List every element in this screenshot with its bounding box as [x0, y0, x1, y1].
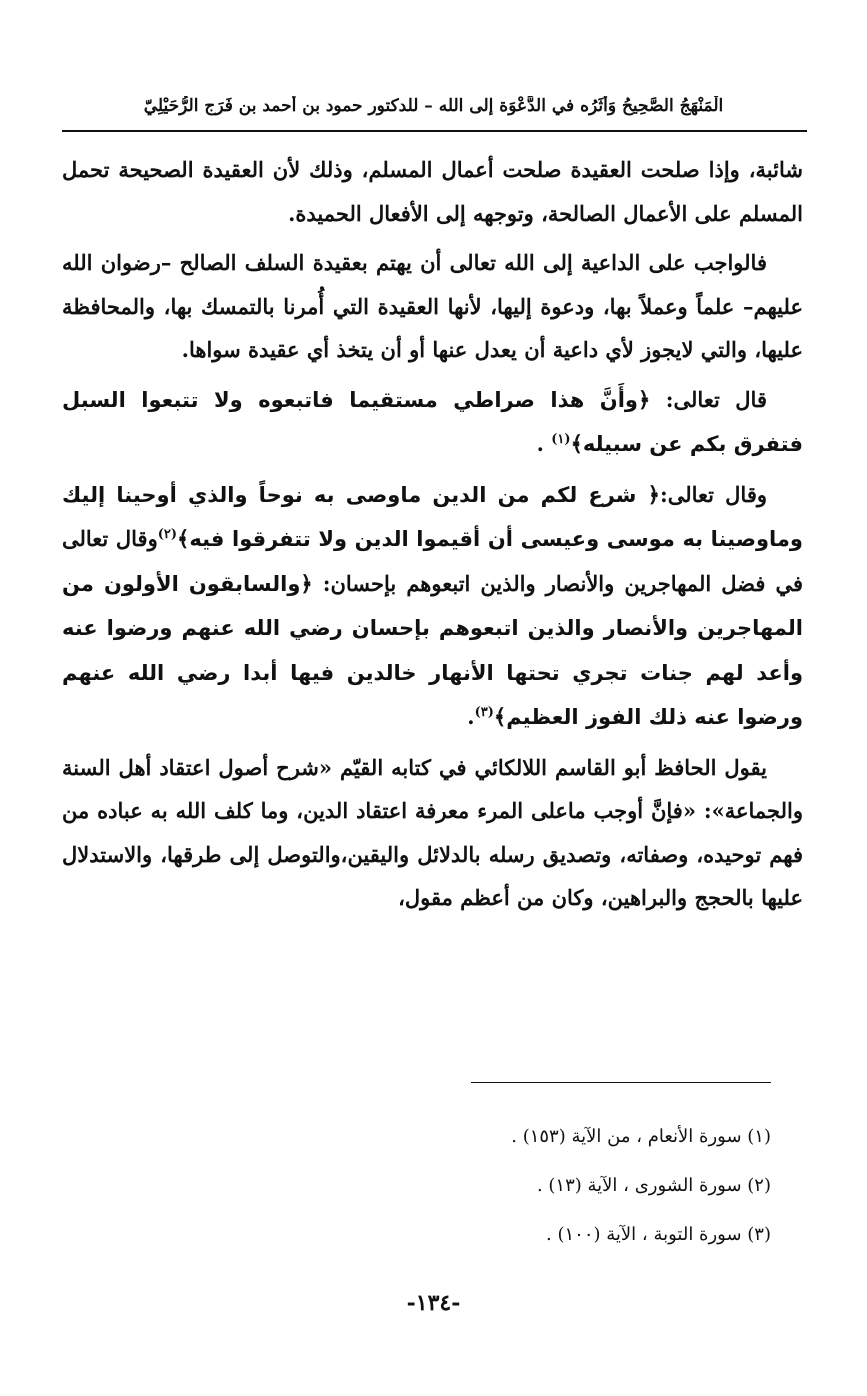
footnote-ref: (٢) — [157, 527, 178, 542]
verse-intro: وقال تعالى: — [659, 481, 767, 507]
quran-verse: ﴿والسابقون الأولون من المهاجرين والأنصار والذين اتبعوهم بإحسان رضي الله عنهم ورضوا عنه وأعد لهم جنات تجري تحتها الأنهار خالدين فيها أبدا رضي الله عنهم ورضوا عنه ذلك الفوز العظيم﴾ — [62, 571, 803, 729]
verse-intro: قال تعالى: — [650, 386, 767, 412]
verse-tail: . — [467, 704, 475, 729]
footnote-1: (١) سورة الأنعام ، من الآية (١٥٣) . — [511, 1126, 771, 1147]
paragraph-1: شائبة، وإذا صلحت العقيدة صلحت أعمال المسلم، وذلك لأن العقيدة الصحيحة تحمل المسلم على الأعمال الصالحة، وتوجهه إلى الأفعال الحميدة. — [62, 157, 803, 226]
paragraph-5: يقول الحافظ أبو القاسم اللالكائي في كتابه القيّم «شرح أصول اعتقاد أهل السنة والجماعة»: «فإنَّ أوجب ماعلى المرء معرفة اعتقاد الدين، وما كلف الله به عباده من فهم توحيده، وصفاته، وتصديق رسله بالدلائل واليقين،والتوصل إلى طرقها، والاستدلال عليها بالحجج والبراهين، وكان من أعظم مقول، — [62, 754, 803, 910]
paragraph-3 — [62, 378, 803, 467]
footnote-3: (٣) سورة التوبة ، الآية (١٠٠) . — [546, 1224, 771, 1245]
footnote-divider — [471, 1082, 771, 1083]
footnote-ref: (١) — [551, 432, 571, 447]
footnote-ref: (٣) — [474, 705, 494, 720]
footnotes — [120, 1112, 771, 1259]
page-number: -١٣٤- — [406, 1290, 461, 1316]
verse-mid: وقال تعالى في فضل المهاجرين والأنصار والذين اتبعوهم بإحسان: — [62, 526, 803, 596]
paragraph-4 — [62, 473, 803, 740]
running-header: الْمَنْهَجُ الصَّحِيحُ وَأَثَرُه في الدَّعْوَة إلى الله – للدكتور حمود بن أحمد بن فَرَج الرُّحَيْلِيّ — [143, 96, 724, 116]
quran-verse: ﴿وأَنَّ هذا صراطي مستقيما فاتبعوه ولا تتبعوا السبل فتفرق بكم عن سبيله﴾ — [62, 387, 803, 456]
footnote-2: (٢) سورة الشورى ، الآية (١٣) . — [536, 1175, 771, 1196]
main-text — [62, 148, 803, 926]
paragraph-2: فالواجب على الداعية إلى الله تعالى أن يهتم بعقيدة السلف الصالح –رضوان الله عليهم– علماً وعملاً بها، ودعوة إليها، لأنها العقيدة التي أُمرنا بالتمسك بها، والمحافظة عليها، والتي لايجوز لأي داعية أن يعدل عنها أو أن يتخذ أي عقيدة سواها. — [62, 250, 803, 362]
quran-verse: ﴿ شرع لكم من الدين ماوصى به نوحاً والذي أوحينا إليك وماوصينا به موسى وعيسى أن أقيموا الدين ولا تتفرقوا فيه﴾ — [62, 482, 803, 551]
header-divider — [62, 130, 807, 132]
verse-tail: . — [536, 431, 552, 456]
